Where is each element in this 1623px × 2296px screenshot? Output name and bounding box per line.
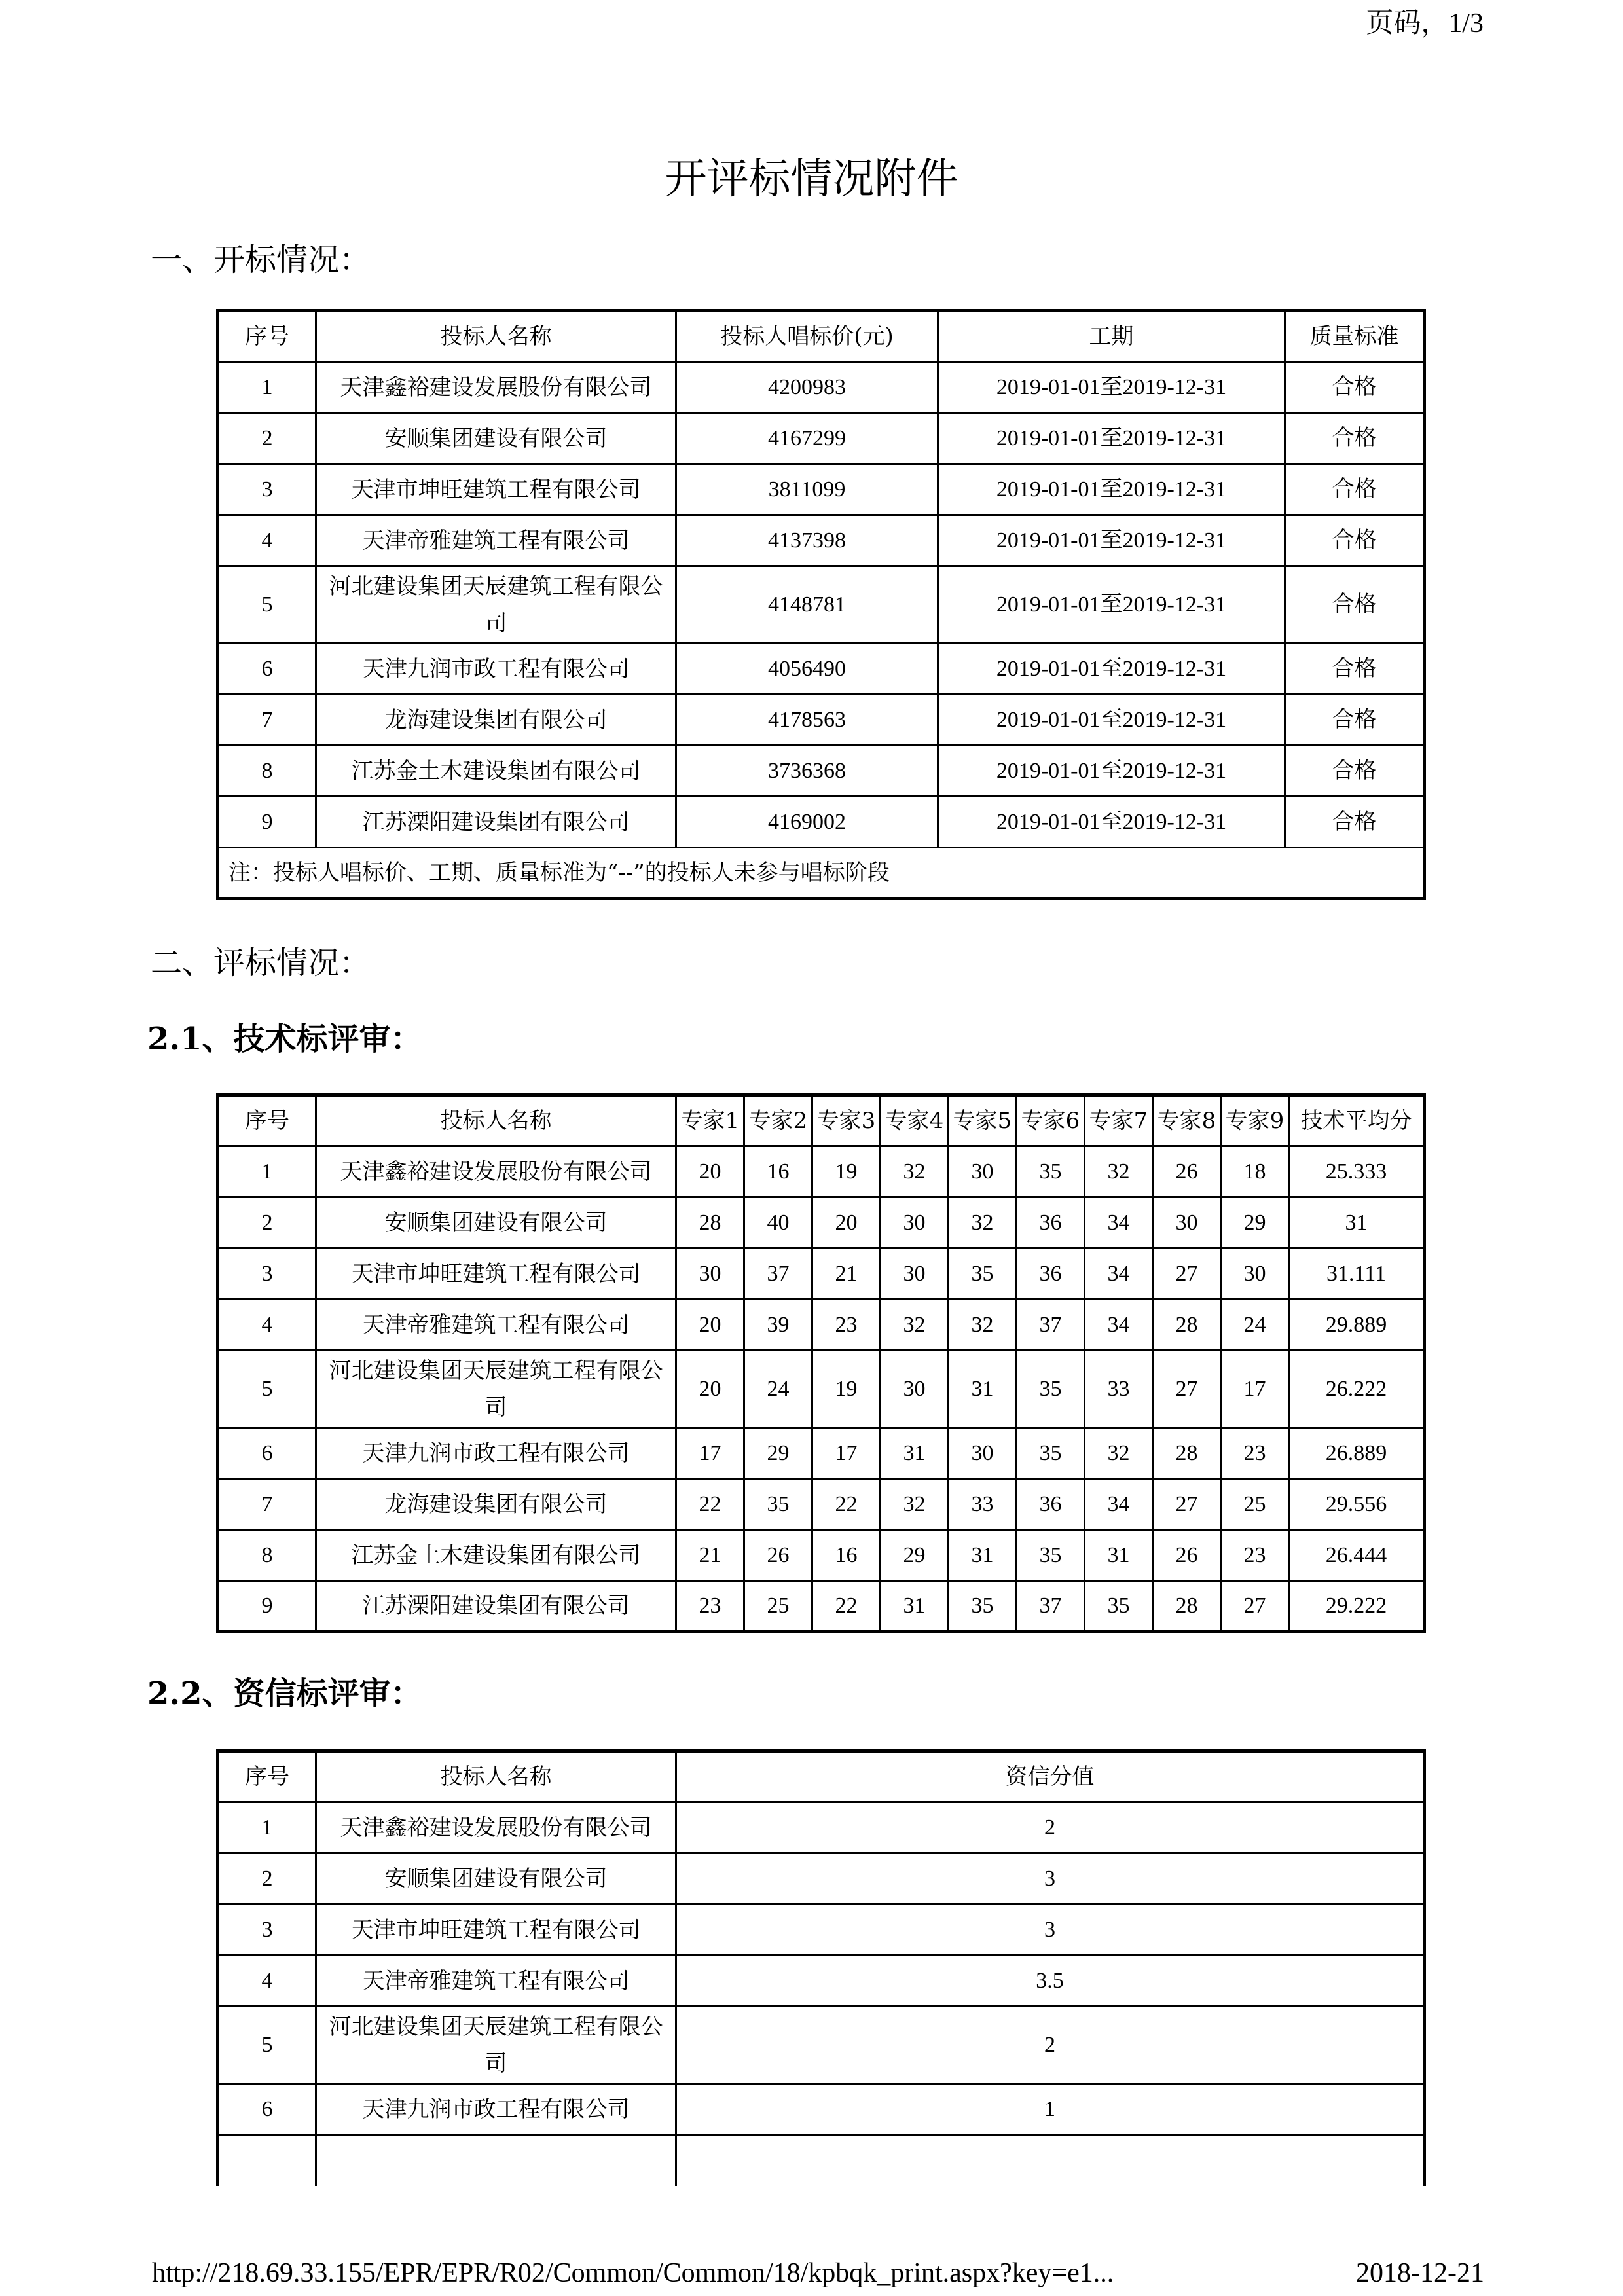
table-cell: 26 — [744, 1530, 812, 1581]
table-note-row — [218, 848, 1425, 899]
table-cell: 20 — [676, 1300, 744, 1351]
bidder-name-cell: 天津鑫裕建设发展股份有限公司 — [316, 1146, 676, 1197]
table-cell: 31 — [1289, 1197, 1425, 1248]
bidder-name-cell: 天津九润市政工程有限公司 — [316, 644, 676, 695]
table-cell: 6 — [218, 644, 316, 695]
table-cell: 28 — [1153, 1428, 1221, 1479]
credit-review-table — [216, 1749, 1426, 2186]
table-cell: 32 — [881, 1146, 949, 1197]
table-cell: 27 — [1153, 1248, 1221, 1300]
table-cell: 28 — [676, 1197, 744, 1248]
table-cell: 3 — [218, 1904, 316, 1956]
column-header: 工期 — [938, 311, 1285, 362]
table-cell: 28 — [1153, 1581, 1221, 1632]
table-cell: 合格 — [1285, 464, 1425, 515]
table-cell: 26.222 — [1289, 1351, 1425, 1428]
table-cell: 9 — [218, 1581, 316, 1632]
table-cell: 31 — [949, 1530, 1017, 1581]
column-header: 技术平均分 — [1289, 1095, 1425, 1146]
table-cell: 35 — [744, 1479, 812, 1530]
table-cell: 30 — [949, 1146, 1017, 1197]
table-row — [218, 515, 1425, 566]
bidder-name-cell: 天津帝雅建筑工程有限公司 — [316, 1300, 676, 1351]
table-cell: 30 — [1153, 1197, 1221, 1248]
table-cell: 2019-01-01至2019-12-31 — [938, 695, 1285, 746]
table-cell: 35 — [949, 1581, 1017, 1632]
table-cell: 33 — [949, 1479, 1017, 1530]
bidder-name-cell: 江苏金土木建设集团有限公司 — [316, 1530, 676, 1581]
table-cell: 3811099 — [676, 464, 938, 515]
table-cell: 30 — [881, 1197, 949, 1248]
table-cell: 21 — [676, 1530, 744, 1581]
table-cell: 31 — [949, 1351, 1017, 1428]
table-cell: 35 — [1017, 1530, 1085, 1581]
table-cell: 17 — [1221, 1351, 1289, 1428]
table-cell: 30 — [881, 1351, 949, 1428]
bidder-name-cell: 天津市坤旺建筑工程有限公司 — [316, 1904, 676, 1956]
table-row — [218, 1479, 1425, 1530]
table-cell: 16 — [744, 1146, 812, 1197]
table-cell: 20 — [676, 1146, 744, 1197]
table-cell: 2 — [218, 1853, 316, 1904]
table-note: 注：投标人唱标价、工期、质量标准为“--”的投标人未参与唱标阶段 — [218, 848, 1425, 899]
table-cell: 2 — [218, 1197, 316, 1248]
table-cell: 35 — [1017, 1351, 1085, 1428]
table-cell: 4178563 — [676, 695, 938, 746]
table-cell: 23 — [676, 1581, 744, 1632]
section-heading-credit-review: 2.2、资信标评审： — [147, 1675, 422, 1712]
column-header: 序号 — [218, 1751, 316, 1802]
table-cell: 9 — [218, 797, 316, 848]
table-cell: 4200983 — [676, 362, 938, 413]
table-row — [218, 695, 1425, 746]
bidder-name-cell: 龙海建设集团有限公司 — [316, 1479, 676, 1530]
table-cell: 7 — [218, 1479, 316, 1530]
footer-url: http://218.69.33.155/EPR/EPR/R02/Common/Common/18/kpbqk_print.aspx?key=e1... — [152, 2258, 1114, 2288]
table-row — [218, 644, 1425, 695]
table-cell: 29.556 — [1289, 1479, 1425, 1530]
bid-opening-table — [216, 309, 1426, 900]
table-cell: 2 — [218, 413, 316, 464]
table-row — [218, 1248, 1425, 1300]
table-cell: 3 — [676, 1904, 1425, 1956]
page-number: 页码，1/3 — [1366, 9, 1484, 39]
table-cell: 4 — [218, 515, 316, 566]
bidder-name-cell: 江苏溧阳建设集团有限公司 — [316, 1581, 676, 1632]
table-cell: 4 — [218, 1956, 316, 2007]
bidder-name-cell: 安顺集团建设有限公司 — [316, 1197, 676, 1248]
section-heading-technical-review: 2.1、技术标评审： — [147, 1021, 422, 1057]
table-cell: 34 — [1085, 1300, 1153, 1351]
column-header: 专家4 — [881, 1095, 949, 1146]
table-cell: 17 — [812, 1428, 881, 1479]
table-cell: 35 — [949, 1248, 1017, 1300]
table-row — [218, 413, 1425, 464]
table-cell: 29.222 — [1289, 1581, 1425, 1632]
table-cell: 26.889 — [1289, 1428, 1425, 1479]
table-row — [218, 1146, 1425, 1197]
table-cell: 30 — [949, 1428, 1017, 1479]
table-cell: 19 — [812, 1351, 881, 1428]
table-cell: 36 — [1017, 1479, 1085, 1530]
table-row — [218, 1956, 1425, 2007]
table-cell: 33 — [1085, 1351, 1153, 1428]
table-cell: 3.5 — [676, 1956, 1425, 2007]
bidder-name-cell: 天津鑫裕建设发展股份有限公司 — [316, 1802, 676, 1853]
table-cell: 3736368 — [676, 746, 938, 797]
table-cell: 17 — [676, 1428, 744, 1479]
table-cell: 合格 — [1285, 413, 1425, 464]
table-cell: 5 — [218, 2007, 316, 2084]
table-cell: 4056490 — [676, 644, 938, 695]
column-header: 专家2 — [744, 1095, 812, 1146]
table-cell: 36 — [1017, 1248, 1085, 1300]
table-cell: 34 — [1085, 1248, 1153, 1300]
bidder-name-cell: 天津市坤旺建筑工程有限公司 — [316, 1248, 676, 1300]
table-cell: 2019-01-01至2019-12-31 — [938, 566, 1285, 644]
table-cell: 3 — [218, 464, 316, 515]
table-cell: 29 — [744, 1428, 812, 1479]
table-cell: 5 — [218, 1351, 316, 1428]
table-cell: 22 — [812, 1479, 881, 1530]
table-row — [218, 1530, 1425, 1581]
table-cell: 21 — [812, 1248, 881, 1300]
table-cell: 25 — [1221, 1479, 1289, 1530]
table-cell: 合格 — [1285, 746, 1425, 797]
table-cell: 25.333 — [1289, 1146, 1425, 1197]
table-cell: 1 — [676, 2084, 1425, 2135]
table-cell: 7 — [218, 695, 316, 746]
bidder-name-cell: 龙海建设集团有限公司 — [316, 695, 676, 746]
table-cell: 31 — [881, 1428, 949, 1479]
table-cell: 24 — [744, 1351, 812, 1428]
table-row — [218, 797, 1425, 848]
table-cell: 2019-01-01至2019-12-31 — [938, 644, 1285, 695]
table-cell: 27 — [1153, 1479, 1221, 1530]
table-cell: 8 — [218, 746, 316, 797]
table-cell: 30 — [1221, 1248, 1289, 1300]
table-cell — [316, 2135, 676, 2186]
table-cell: 26.444 — [1289, 1530, 1425, 1581]
bidder-name-cell: 天津帝雅建筑工程有限公司 — [316, 1956, 676, 2007]
table-cell: 26 — [1153, 1530, 1221, 1581]
table-cell: 35 — [1017, 1146, 1085, 1197]
table-cell: 36 — [1017, 1197, 1085, 1248]
table-cell: 32 — [949, 1300, 1017, 1351]
table-cell: 40 — [744, 1197, 812, 1248]
table-cell: 31.111 — [1289, 1248, 1425, 1300]
table-cell: 2019-01-01至2019-12-31 — [938, 362, 1285, 413]
table-cell: 32 — [949, 1197, 1017, 1248]
table-row — [218, 464, 1425, 515]
table-cell: 34 — [1085, 1479, 1153, 1530]
table-cell: 27 — [1153, 1351, 1221, 1428]
column-header: 投标人唱标价(元) — [676, 311, 938, 362]
table-cell: 4169002 — [676, 797, 938, 848]
table-cell: 5 — [218, 566, 316, 644]
column-header: 投标人名称 — [316, 1095, 676, 1146]
table-row — [218, 2007, 1425, 2084]
table-cell: 3 — [676, 1853, 1425, 1904]
table-row — [218, 1428, 1425, 1479]
table-cell: 24 — [1221, 1300, 1289, 1351]
table-cell: 合格 — [1285, 566, 1425, 644]
table-cell: 32 — [881, 1300, 949, 1351]
table-cell: 20 — [812, 1197, 881, 1248]
column-header: 专家7 — [1085, 1095, 1153, 1146]
table-cell: 22 — [812, 1581, 881, 1632]
table-cell: 4 — [218, 1300, 316, 1351]
table-cell: 18 — [1221, 1146, 1289, 1197]
bidder-name-cell: 天津鑫裕建设发展股份有限公司 — [316, 362, 676, 413]
table-cell: 1 — [218, 1802, 316, 1853]
table-row — [218, 1351, 1425, 1428]
column-header: 序号 — [218, 1095, 316, 1146]
table-cell: 2019-01-01至2019-12-31 — [938, 413, 1285, 464]
document-title: 开评标情况附件 — [665, 155, 958, 204]
table-row — [218, 1904, 1425, 1956]
table-cell: 1 — [218, 362, 316, 413]
table-cell: 31 — [1085, 1530, 1153, 1581]
bidder-name-cell: 天津九润市政工程有限公司 — [316, 2084, 676, 2135]
table-cell: 16 — [812, 1530, 881, 1581]
table-cell: 37 — [1017, 1581, 1085, 1632]
table-cell: 29 — [881, 1530, 949, 1581]
table-cell: 37 — [744, 1248, 812, 1300]
column-header: 投标人名称 — [316, 311, 676, 362]
table-cell: 6 — [218, 2084, 316, 2135]
table-cell: 39 — [744, 1300, 812, 1351]
table-cell: 28 — [1153, 1300, 1221, 1351]
table-cell: 3 — [218, 1248, 316, 1300]
table-cell: 30 — [881, 1248, 949, 1300]
column-header: 序号 — [218, 311, 316, 362]
table-row — [218, 362, 1425, 413]
table-header-row — [218, 311, 1425, 362]
table-cell — [676, 2135, 1425, 2186]
table-cell: 37 — [1017, 1300, 1085, 1351]
bidder-name-cell: 天津帝雅建筑工程有限公司 — [316, 515, 676, 566]
table-cell: 合格 — [1285, 797, 1425, 848]
section-heading-bid-opening: 一、开标情况： — [151, 242, 371, 278]
table-row — [218, 1802, 1425, 1853]
column-header: 专家8 — [1153, 1095, 1221, 1146]
table-cell: 32 — [881, 1479, 949, 1530]
column-header: 专家1 — [676, 1095, 744, 1146]
bidder-name-cell: 江苏金土木建设集团有限公司 — [316, 746, 676, 797]
table-cell: 合格 — [1285, 515, 1425, 566]
bidder-name-cell: 河北建设集团天辰建筑工程有限公司 — [316, 566, 676, 644]
table-cell: 4167299 — [676, 413, 938, 464]
table-row — [218, 2084, 1425, 2135]
table-cell: 19 — [812, 1146, 881, 1197]
table-cell: 合格 — [1285, 695, 1425, 746]
table-row — [218, 1581, 1425, 1632]
column-header: 专家3 — [812, 1095, 881, 1146]
table-cell — [218, 2135, 316, 2186]
table-cell: 20 — [676, 1351, 744, 1428]
table-cell: 4148781 — [676, 566, 938, 644]
table-cell: 4137398 — [676, 515, 938, 566]
table-cell: 29.889 — [1289, 1300, 1425, 1351]
table-cell: 合格 — [1285, 644, 1425, 695]
table-row — [218, 566, 1425, 644]
table-cell: 23 — [1221, 1530, 1289, 1581]
table-cell: 2 — [676, 1802, 1425, 1853]
table-row — [218, 1197, 1425, 1248]
table-cell: 合格 — [1285, 362, 1425, 413]
bidder-name-cell: 河北建设集团天辰建筑工程有限公司 — [316, 2007, 676, 2084]
table-cell: 34 — [1085, 1197, 1153, 1248]
table-cell: 32 — [1085, 1428, 1153, 1479]
table-header-row — [218, 1095, 1425, 1146]
table-cell: 2 — [676, 2007, 1425, 2084]
section-heading-evaluation: 二、评标情况： — [151, 945, 371, 981]
table-cell: 2019-01-01至2019-12-31 — [938, 515, 1285, 566]
column-header: 专家5 — [949, 1095, 1017, 1146]
table-cell: 27 — [1221, 1581, 1289, 1632]
bidder-name-cell: 天津九润市政工程有限公司 — [316, 1428, 676, 1479]
table-row — [218, 1300, 1425, 1351]
table-cell: 1 — [218, 1146, 316, 1197]
table-cell: 25 — [744, 1581, 812, 1632]
table-cell: 6 — [218, 1428, 316, 1479]
column-header: 专家9 — [1221, 1095, 1289, 1146]
table-cell: 2019-01-01至2019-12-31 — [938, 797, 1285, 848]
table-row-empty — [218, 2135, 1425, 2186]
table-cell: 23 — [812, 1300, 881, 1351]
column-header: 资信分值 — [676, 1751, 1425, 1802]
table-cell: 31 — [881, 1581, 949, 1632]
table-cell: 2019-01-01至2019-12-31 — [938, 464, 1285, 515]
table-cell: 29 — [1221, 1197, 1289, 1248]
table-cell: 32 — [1085, 1146, 1153, 1197]
table-cell: 2019-01-01至2019-12-31 — [938, 746, 1285, 797]
table-row — [218, 1853, 1425, 1904]
table-cell: 35 — [1085, 1581, 1153, 1632]
bidder-name-cell: 江苏溧阳建设集团有限公司 — [316, 797, 676, 848]
technical-review-table — [216, 1093, 1426, 1633]
bidder-name-cell: 河北建设集团天辰建筑工程有限公司 — [316, 1351, 676, 1428]
table-row — [218, 746, 1425, 797]
table-cell: 26 — [1153, 1146, 1221, 1197]
column-header: 投标人名称 — [316, 1751, 676, 1802]
table-cell: 30 — [676, 1248, 744, 1300]
column-header: 质量标准 — [1285, 311, 1425, 362]
table-cell: 35 — [1017, 1428, 1085, 1479]
column-header: 专家6 — [1017, 1095, 1085, 1146]
table-cell: 22 — [676, 1479, 744, 1530]
footer-date: 2018-12-21 — [1356, 2258, 1484, 2288]
bidder-name-cell: 安顺集团建设有限公司 — [316, 1853, 676, 1904]
table-header-row — [218, 1751, 1425, 1802]
bidder-name-cell: 天津市坤旺建筑工程有限公司 — [316, 464, 676, 515]
table-cell: 23 — [1221, 1428, 1289, 1479]
bidder-name-cell: 安顺集团建设有限公司 — [316, 413, 676, 464]
table-cell: 8 — [218, 1530, 316, 1581]
